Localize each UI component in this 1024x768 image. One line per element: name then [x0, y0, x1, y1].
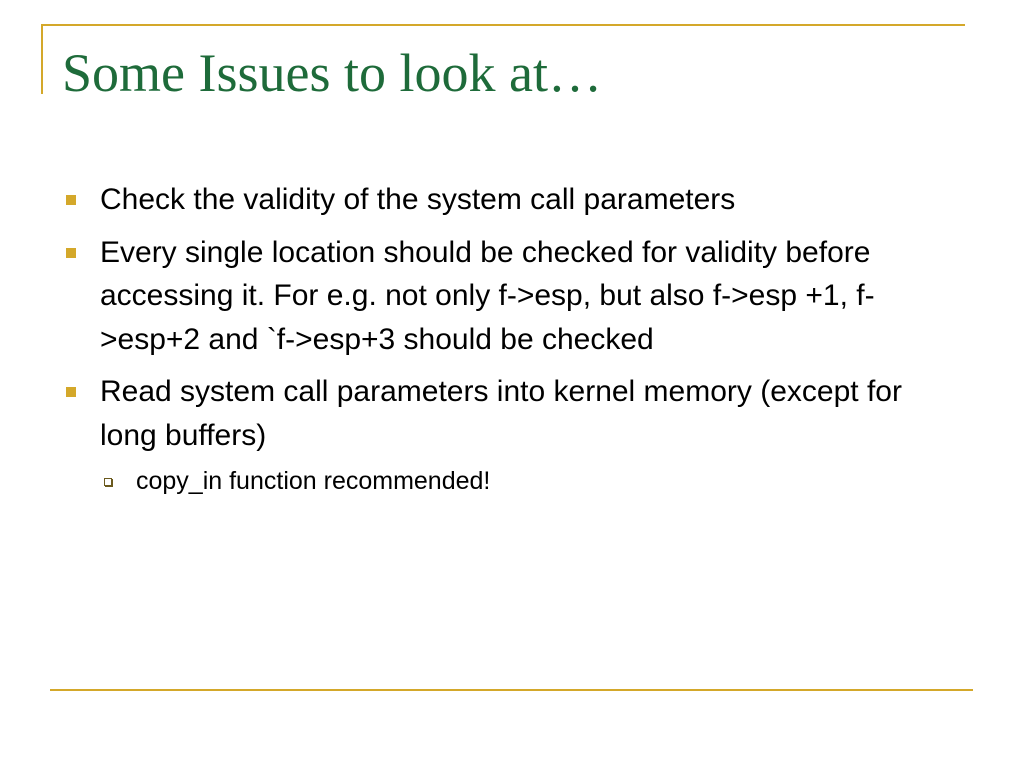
- bullet-item: [62, 178, 962, 222]
- bullet-item: [62, 370, 962, 499]
- sub-bullet-item: [100, 463, 962, 499]
- bullet-list: [62, 178, 962, 508]
- bullet-text: Check the validity of the system call parameters: [100, 183, 736, 216]
- hollow-square-bullet-icon: [104, 478, 112, 486]
- top-divider-line: [41, 24, 965, 26]
- bullet-text: Every single location should be checked for validity before accessing it. For e.g. not only f->esp, but also f->esp +1, f->esp+2 and `f->esp+3 should be checked: [100, 235, 875, 356]
- square-bullet-icon: [66, 248, 76, 258]
- bullet-item: [62, 231, 962, 362]
- left-accent-line: [41, 24, 43, 94]
- square-bullet-icon: [66, 387, 76, 397]
- bullet-text: Read system call parameters into kernel memory (except for long buffers): [100, 375, 902, 452]
- sub-bullet-text: copy_in function recommended!: [136, 467, 491, 495]
- bottom-divider-line: [50, 689, 973, 691]
- square-bullet-icon: [66, 195, 76, 205]
- slide-title: Some Issues to look at…: [62, 43, 602, 103]
- sub-bullet-list: [100, 463, 962, 499]
